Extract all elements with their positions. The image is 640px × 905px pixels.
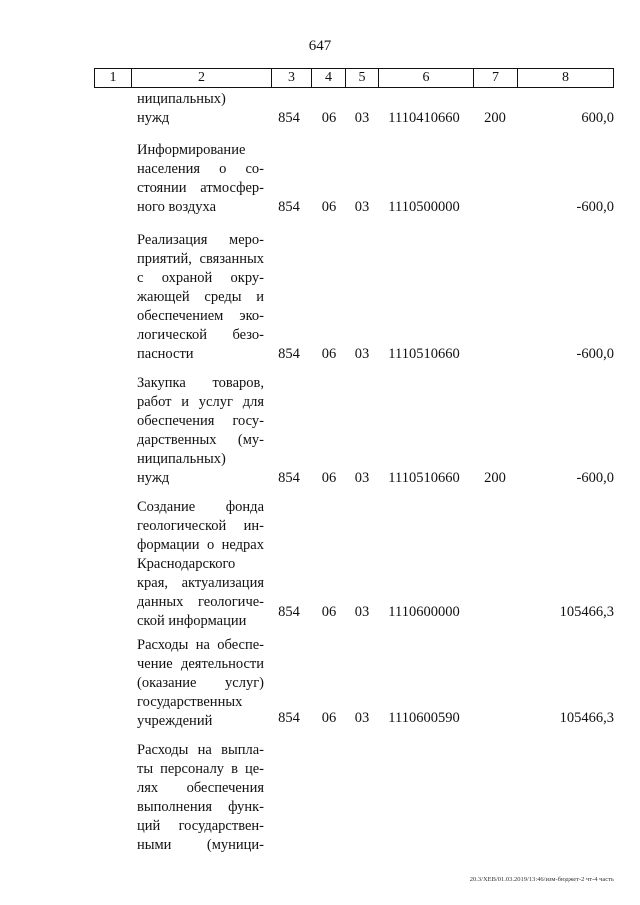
desc-line: пасности xyxy=(137,346,194,362)
row-description xyxy=(137,374,264,488)
row-description xyxy=(137,636,264,731)
desc-line: Краснодарского xyxy=(137,556,236,572)
desc-line: (оказание услуг) xyxy=(137,675,264,691)
desc-line: лях обеспечения xyxy=(137,780,264,796)
desc-line: выполнения функ- xyxy=(137,799,264,815)
header-col-8: 8 xyxy=(517,69,614,87)
cell-col-4: 06 xyxy=(321,346,337,362)
cell-col-8: -600,0 xyxy=(576,346,614,362)
desc-line: Создание фонда xyxy=(137,499,264,515)
cell-col-5: 03 xyxy=(354,110,370,126)
desc-line: геологической ин- xyxy=(137,518,264,534)
cell-col-6: 1110600000 xyxy=(388,604,460,620)
desc-line: с охраной окру- xyxy=(137,270,264,286)
cell-col-8: -600,0 xyxy=(576,199,614,215)
desc-line: обеспечением эко- xyxy=(137,308,264,324)
desc-line: ты персоналу в це- xyxy=(137,761,264,777)
desc-line: дарственных (му- xyxy=(137,432,264,448)
cell-col-5: 03 xyxy=(354,604,370,620)
cell-col-3: 854 xyxy=(278,346,300,362)
cell-col-7: 200 xyxy=(484,470,506,486)
cell-col-6: 1110410660 xyxy=(388,110,460,126)
desc-line: обеспечения госу- xyxy=(137,413,264,429)
cell-col-3: 854 xyxy=(278,110,300,126)
desc-line: данных геологиче- xyxy=(137,594,264,610)
desc-line: ций государствен- xyxy=(137,818,264,834)
desc-line: приятий, связанных xyxy=(137,251,264,267)
row-description xyxy=(137,231,264,364)
header-col-6: 6 xyxy=(378,69,473,87)
desc-line: стоянии атмосфер- xyxy=(137,180,264,196)
cell-col-5: 03 xyxy=(354,346,370,362)
row-description xyxy=(137,498,264,631)
cell-col-6: 1110510660 xyxy=(388,470,460,486)
desc-line: учреждений xyxy=(137,713,213,729)
desc-line: нужд xyxy=(137,470,170,486)
header-col-7: 7 xyxy=(473,69,517,87)
desc-line: жающей среды и xyxy=(137,289,264,305)
header-col-3: 3 xyxy=(271,69,311,87)
row-description xyxy=(137,141,264,217)
cell-col-3: 854 xyxy=(278,710,300,726)
desc-line: логической безо- xyxy=(137,327,264,343)
document-footer: 20.3/ХЕВ/01.03.2019/13:46/изм-бюджет-2 чт-4 часть xyxy=(469,876,614,883)
desc-line: работ и услуг для xyxy=(137,394,264,410)
cell-col-3: 854 xyxy=(278,604,300,620)
cell-col-8: 105466,3 xyxy=(559,710,614,726)
desc-line: ниципальных) xyxy=(137,91,226,107)
row-description xyxy=(137,741,264,855)
cell-col-4: 06 xyxy=(321,110,337,126)
cell-col-6: 1110500000 xyxy=(388,199,460,215)
desc-line: чение деятельности xyxy=(137,656,264,672)
desc-line: Информирование xyxy=(137,142,246,158)
cell-col-3: 854 xyxy=(278,199,300,215)
desc-line: формации о недрах xyxy=(137,537,264,553)
cell-col-7: 200 xyxy=(484,110,506,126)
cell-col-4: 06 xyxy=(321,604,337,620)
desc-line: Закупка товаров, xyxy=(137,375,264,391)
header-col-4: 4 xyxy=(311,69,345,87)
cell-col-8: 105466,3 xyxy=(559,604,614,620)
desc-line: ного воздуха xyxy=(137,199,217,215)
desc-line: Реализация меро- xyxy=(137,232,264,248)
desc-line: ными (муници- xyxy=(137,837,264,853)
desc-line: государственных xyxy=(137,694,243,710)
page-number: 647 xyxy=(308,38,332,54)
cell-col-6: 1110510660 xyxy=(388,346,460,362)
cell-col-8: 600,0 xyxy=(581,110,614,126)
desc-line: Расходы на обеспе- xyxy=(137,637,264,653)
header-col-2: 2 xyxy=(131,69,271,87)
cell-col-5: 03 xyxy=(354,470,370,486)
cell-col-3: 854 xyxy=(278,470,300,486)
table-header xyxy=(94,68,614,88)
desc-line: ской информации xyxy=(137,613,247,629)
cell-col-8: -600,0 xyxy=(576,470,614,486)
cell-col-5: 03 xyxy=(354,710,370,726)
row-description xyxy=(137,90,264,128)
cell-col-6: 1110600590 xyxy=(388,710,460,726)
desc-line: нужд xyxy=(137,110,170,126)
desc-line: населения о со- xyxy=(137,161,264,177)
cell-col-5: 03 xyxy=(354,199,370,215)
desc-line: Расходы на выпла- xyxy=(137,742,264,758)
desc-line: края, актуализация xyxy=(137,575,264,591)
cell-col-4: 06 xyxy=(321,470,337,486)
desc-line: ниципальных) xyxy=(137,451,226,467)
header-col-1: 1 xyxy=(94,69,131,87)
cell-col-4: 06 xyxy=(321,199,337,215)
cell-col-4: 06 xyxy=(321,710,337,726)
header-col-5: 5 xyxy=(345,69,378,87)
